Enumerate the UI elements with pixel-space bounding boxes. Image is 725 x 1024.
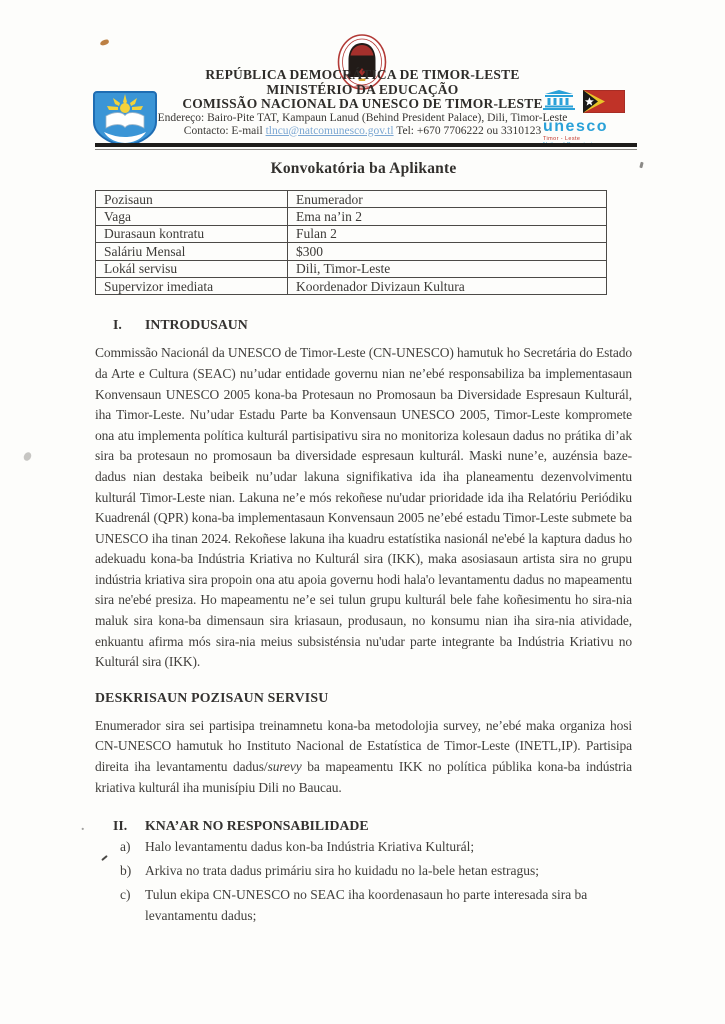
row-label: Pozisaun — [96, 191, 288, 208]
letterhead-contact — [0, 125, 725, 138]
duties-list — [95, 837, 632, 926]
table-row — [96, 260, 607, 277]
row-label: Durasaun kontratu — [96, 225, 288, 242]
row-label: Supervizor imediata — [96, 277, 288, 294]
row-value: $300 — [288, 243, 607, 260]
vacancy-info-table — [95, 190, 607, 295]
item-marker: b) — [120, 863, 132, 879]
section-title: INTRODUSAUN — [145, 317, 248, 333]
intro-paragraph: Commissão Nacionál da UNESCO de Timor-Leste (CN-UNESCO) hamutuk ho Secretária do Estado da Arte e Cultura (SEAC) nu’udar entidade governu nian ne’ebé responsabiliza ba implementasaun Konvensaun UNESCO 2005 kona-ba Protesaun no Promosaun ba Diversidade Espresaun Kulturál, iha Timor-Leste. Nu’udar Estadu Parte ba Konvensaun UNESCO 2005, Timor-Leste kompromete ona atu implementa política kulturál partisipativu sira no monitoriza kolesaun dadus no prátika di’ak sira ba protesaun no promosaun ba diversidade espresaun kulturál. Maski nune’e, auzénsia baze-dadus nian destaka beibeik nu’udar lakuna signifikativa ida iha planeamentu dezenvolvimentu kulturál Timor-Leste nian. Lakuna ne’e mós rekoñese nu'udar prioridade ida iha Relatóriu Periódiku Kuadrenál (QPR) kona-ba implementasaun Konvensaun 2005 ne’ebé estadu Timor-Leste submete ba UNESCO iha tinan 2024. Rekoñese lakuna iha kuadru estatístika nasionál ne'ebé la kaptura dadus ho adekuadu kona-ba Indústria Kriativa no Kulturál sira (IKK), maka asosiasaun artista sira no grupu indústria kriativa sira propoin ona atu apoia governu hodi hala'o levantamentu dadus no mapeamentu sira ne'ebé presiza. Ho mapeamentu ne’e sei tulun grupu kulturál bele fahe koñesimentu ho sira-nia maluk sira kona-ba dimensaun sira kriasaun, produsaun, no konsumu nian iha sira-nia atividade, enkuantu afirma mós sira-nia meius subsisténsia nu'udar parte integrante ba Indústria Kriativu no Kulturál sira (IKK). — [95, 345, 632, 670]
letterhead-republic-line: REPÚBLICA DEMOCRÁTICA DE TIMOR-LESTE — [205, 67, 520, 82]
section-number: II. — [113, 818, 128, 834]
section-heading-knaar — [81, 818, 632, 834]
row-label: Lokál servisu — [96, 260, 288, 277]
list-item — [95, 885, 632, 927]
letterhead-ministry-line: MINISTÉRIO DA EDUCAÇÃO — [266, 81, 459, 97]
section-number: I. — [113, 317, 122, 333]
section-title: KNA’AR NO RESPONSABILIDADE — [145, 818, 369, 834]
table-row — [96, 191, 607, 208]
section-heading-deskrisaun: DESKRISAUN POZISAUN SERVISU — [95, 689, 329, 705]
unesco-sub-country: Timor - Leste — [543, 136, 581, 142]
email-link[interactable]: tlncu@natcomunesco.gov.tl — [265, 124, 394, 137]
item-text: Arkiva no trata dadus primáriu sira ho kuidadu no la-bele hetan estragus; — [145, 863, 540, 879]
description-paragraph — [95, 716, 632, 798]
item-marker: a) — [120, 839, 131, 855]
document-title: Konvokatória ba Aplikante — [270, 160, 457, 177]
item-text: Halo levantamentu dadus kon-ba Indústria Kriativa Kulturál; — [145, 839, 475, 855]
section-heading-introdusaun — [95, 317, 632, 333]
row-value: Ema na’in 2 — [288, 208, 607, 225]
description-post: ba mapeamentu IKK no política públika kona-ba indústria kriativa kulturál iha munisípiu Dili no Baucau. — [95, 759, 632, 795]
row-value: Koordenador Divizaun Kultura — [288, 277, 607, 294]
table-row — [96, 208, 607, 225]
row-label: Vaga — [96, 208, 288, 225]
stray-dot: . — [81, 818, 85, 834]
letterhead-commission-line: COMISSÃO NACIONAL DA UNESCO DE TIMOR-LESTE — [182, 96, 543, 111]
header-rule-thick — [95, 143, 637, 147]
unesco-wordmark: unesco — [543, 118, 609, 135]
row-value: Fulan 2 — [288, 225, 607, 242]
description-italic-word: surevy — [267, 759, 302, 775]
table-row — [96, 243, 607, 260]
document-body — [0, 160, 725, 926]
item-marker: c) — [120, 886, 131, 902]
description-pre: Enumerador sira sei partisipa treinamnetu kona-ba metodolojia survey, ne’ebé maka organiza hosi CN-UNESCO hamutuk ho Instituto Nacional de Estatística de Timor-Leste (INETL,IP). Partisipa direita iha levantamentu dadus/ — [95, 717, 632, 775]
item-text: Tulun ekipa CN-UNESCO no SEAC iha koordenasaun ho parte interesada sira ba levantamentu dadus; — [145, 886, 588, 923]
letterhead-address: Endereço: Bairo-Pite TAT, Kampaun Lanud (Behind President Palace), Dili, Timor-Leste — [157, 111, 568, 124]
list-item — [95, 861, 632, 882]
contact-suffix: Tel: +670 7706222 ou 3310123 — [393, 124, 542, 137]
table-row — [96, 277, 607, 294]
header-rule-thin — [95, 149, 637, 150]
row-value: Dili, Timor-Leste — [288, 260, 607, 277]
row-value: Enumerador — [288, 191, 607, 208]
table-row — [96, 225, 607, 242]
document-header — [0, 0, 725, 150]
letterhead-text — [0, 68, 725, 138]
contact-prefix: Contacto: E-mail — [183, 124, 266, 137]
row-label: Saláriu Mensal — [96, 243, 288, 260]
list-item — [95, 837, 632, 858]
